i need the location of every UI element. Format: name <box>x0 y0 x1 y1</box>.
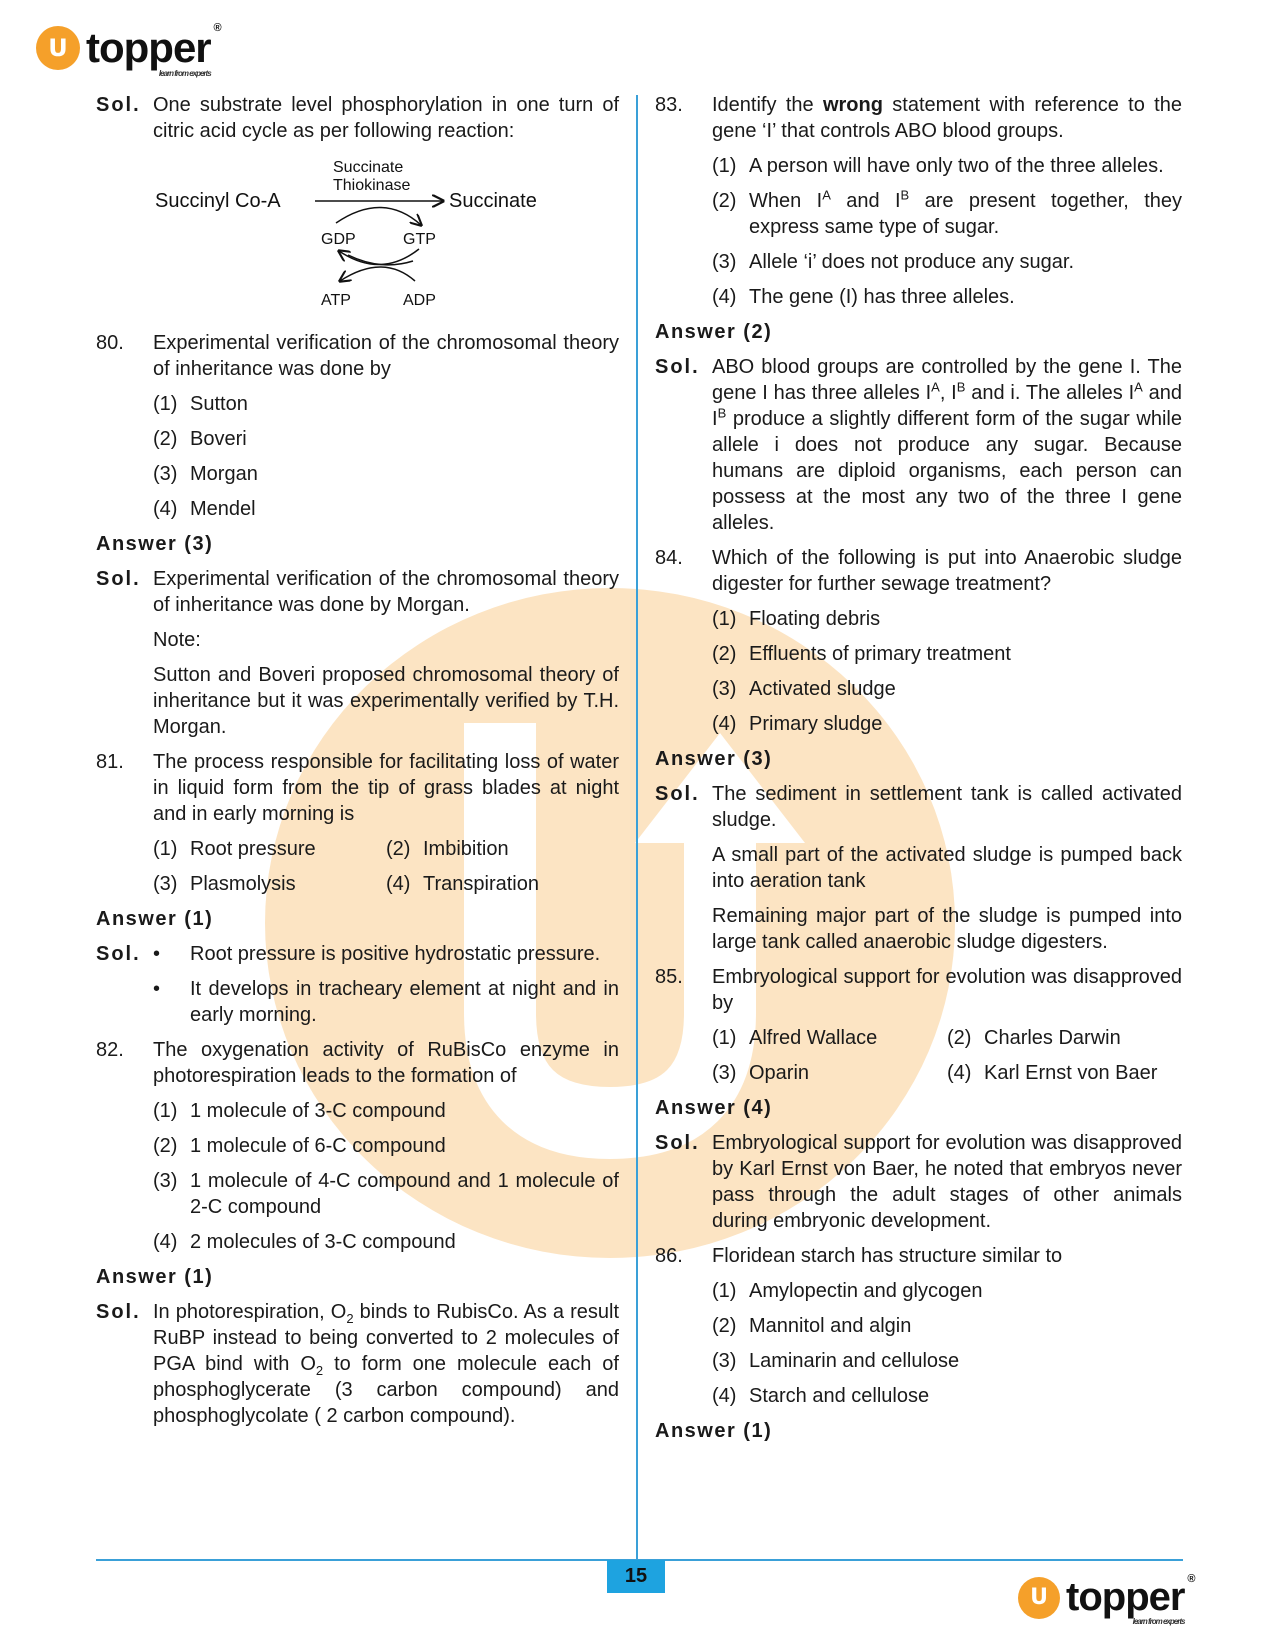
option-number: (3) <box>712 1062 737 1084</box>
option-number: (3) <box>712 251 737 273</box>
question-80 <box>96 330 619 382</box>
bullet-item <box>153 976 619 1028</box>
gdp-label: GDP <box>321 231 356 248</box>
option-number: (4) <box>153 498 178 520</box>
solution-text: Embryological support for evolution was disapproved by Karl Ernst von Baer, he noted that embryos never pass through the adult stages of other animals during embryonic development. <box>712 1132 1182 1232</box>
sol-label: Sol. <box>96 94 141 116</box>
subscript-2: 2 <box>315 1363 324 1378</box>
registered-mark: ® <box>1187 1573 1195 1585</box>
solution-text: Remaining major part of the sludge is pumped into large tank called anaerobic sludge digesters. <box>712 905 1182 953</box>
solution-text: One substrate level phosphorylation in one turn of citric acid cycle as per following reaction: <box>153 94 619 142</box>
option-1[interactable] <box>153 391 619 417</box>
option-2[interactable] <box>386 836 619 862</box>
q-part-b: statement with reference to the gene ‘I’ that controls ABO blood groups. <box>712 94 1182 142</box>
note-text: Sutton and Boveri proposed chromosomal theory of inheritance but it was experimentally verified by T.H. Morgan. <box>153 664 619 738</box>
option-2[interactable] <box>947 1025 1182 1051</box>
option-number: (4) <box>947 1062 972 1084</box>
option-3[interactable] <box>712 1060 947 1086</box>
sol-label: Sol. <box>96 943 141 965</box>
footer-logo[interactable] <box>1018 1573 1195 1626</box>
option-text: The gene (I) has three alleles. <box>749 286 1015 308</box>
adp-label: ADP <box>403 292 436 309</box>
option-text: Effluents of primary treatment <box>749 643 1011 665</box>
option-text: Transpiration <box>423 873 539 895</box>
question-text: Experimental verification of the chromosomal theory of inheritance was done by <box>153 332 619 380</box>
option-number: (4) <box>386 873 411 895</box>
option-number: (3) <box>712 678 737 700</box>
option-number: (1) <box>712 608 737 630</box>
question-text <box>712 92 1182 144</box>
option-1[interactable] <box>712 1025 947 1051</box>
option-number: (2) <box>153 428 178 450</box>
answer-81: Answer (1) <box>96 908 214 930</box>
superscript-a: A <box>931 379 940 395</box>
enzyme-name-1: Succinate <box>333 159 404 176</box>
superscript-b: B <box>717 405 727 421</box>
sol-part-d: and I <box>712 382 1182 430</box>
option-number: (2) <box>712 643 737 665</box>
product-label: Succinate <box>449 190 537 212</box>
question-text: The process responsible for facilitating loss of water in liquid form from the tip of grass blades at night and in early morning is <box>153 751 619 825</box>
question-number: 82. <box>96 1039 124 1061</box>
bullet-icon: • <box>153 978 161 1000</box>
option-text: Imbibition <box>423 838 509 860</box>
option-number: (1) <box>153 838 178 860</box>
question-84 <box>655 545 1182 597</box>
superscript-a: A <box>822 187 831 203</box>
option-number: (3) <box>153 1170 178 1192</box>
option-1[interactable] <box>712 606 1182 632</box>
option-text: 2 molecules of 3-C compound <box>190 1231 456 1253</box>
bullet-text: Root pressure is positive hydrostatic pressure. <box>190 943 601 965</box>
option-text: Root pressure <box>190 838 316 860</box>
solution-79 <box>96 92 619 144</box>
option-number: (4) <box>712 713 737 735</box>
option-4[interactable] <box>386 871 619 897</box>
question-83 <box>655 92 1182 144</box>
option-1[interactable] <box>712 1278 1182 1304</box>
option-text: Alfred Wallace <box>749 1027 878 1049</box>
option-text: Charles Darwin <box>984 1027 1121 1049</box>
reaction-diagram <box>153 153 619 320</box>
sol-part-b: , I <box>939 382 957 404</box>
option-number: (4) <box>712 286 737 308</box>
option-2[interactable] <box>712 188 1182 240</box>
page-number: 15 <box>607 1560 665 1593</box>
answer-80: Answer (3) <box>96 533 214 555</box>
opt-part-b: and I <box>830 190 901 212</box>
topper-logo-icon: U <box>36 26 80 70</box>
option-text: Plasmolysis <box>190 873 296 895</box>
gtp-label: GTP <box>403 231 436 248</box>
substrate-label: Succinyl Co-A <box>155 190 281 212</box>
option-1[interactable] <box>153 1098 619 1124</box>
option-4[interactable] <box>153 496 619 522</box>
solution-81 <box>96 941 619 1037</box>
option-2[interactable] <box>153 1133 619 1159</box>
sol-part-a: ABO blood groups are controlled by the gene I. The gene I has three alleles I <box>712 356 1182 404</box>
option-3[interactable] <box>712 249 1182 275</box>
option-text: Amylopectin and glycogen <box>749 1280 983 1302</box>
superscript-b: B <box>900 187 910 203</box>
options-row-2 <box>712 1060 1182 1086</box>
option-4[interactable] <box>712 711 1182 737</box>
option-text: Karl Ernst von Baer <box>984 1062 1158 1084</box>
enzyme-name-2: Thiokinase <box>333 177 411 194</box>
option-text: Laminarin and cellulose <box>749 1350 960 1372</box>
question-text: Which of the following is put into Anaerobic sludge digester for further sewage treatment? <box>712 547 1182 595</box>
option-4[interactable] <box>947 1060 1182 1086</box>
option-1[interactable] <box>153 836 386 862</box>
option-4[interactable] <box>712 284 1182 310</box>
solution-bullets <box>153 941 619 1037</box>
gdp-gtp-arrow <box>336 207 421 225</box>
option-3[interactable] <box>712 1348 1182 1374</box>
option-text: Starch and cellulose <box>749 1385 930 1407</box>
sol-label: Sol. <box>655 783 700 805</box>
registered-mark: ® <box>213 22 221 34</box>
option-3[interactable] <box>153 871 386 897</box>
question-number: 85. <box>655 966 683 988</box>
option-2[interactable] <box>712 1313 1182 1339</box>
brand-name: topper <box>86 24 211 71</box>
option-1[interactable] <box>712 153 1182 179</box>
option-number: (2) <box>712 190 737 212</box>
opt-part-a: When I <box>749 190 823 212</box>
logo-wordmark <box>86 22 221 78</box>
option-text: Floating debris <box>749 608 881 630</box>
question-number: 83. <box>655 94 683 116</box>
option-number: (2) <box>153 1135 178 1157</box>
right-column <box>655 92 1182 1453</box>
options-row-1 <box>153 836 619 862</box>
solution-83 <box>655 354 1182 536</box>
option-number: (4) <box>712 1385 737 1407</box>
option-text: A person will have only two of the three alleles. <box>749 155 1164 177</box>
solution-84 <box>655 781 1182 833</box>
option-text: Oparin <box>749 1062 810 1084</box>
option-text: Allele ‘i’ does not produce any sugar. <box>749 251 1075 273</box>
question-text: The oxygenation activity of RuBisCo enzyme in photorespiration leads to the formation of <box>153 1039 619 1087</box>
sol-part-c: to form one molecule each of phosphoglycerate (3 carbon compound) and phosphoglycolate ( 2 carbon compound). <box>153 1353 619 1427</box>
bullet-text: It develops in tracheary element at night and in early morning. <box>190 978 619 1026</box>
question-number: 86. <box>655 1245 683 1267</box>
subscript-2: 2 <box>346 1311 354 1326</box>
question-number: 80. <box>96 332 124 354</box>
question-text: Floridean starch has structure similar to <box>712 1245 1063 1267</box>
option-text: 1 molecule of 6-C compound <box>190 1135 446 1157</box>
q-emphasis: wrong <box>822 94 883 116</box>
question-text: Embryological support for evolution was disapproved by <box>712 966 1182 1014</box>
question-number: 84. <box>655 547 683 569</box>
solution-80 <box>96 566 619 618</box>
options-row-1 <box>712 1025 1182 1051</box>
option-number: (1) <box>712 1280 737 1302</box>
answer-82: Answer (1) <box>96 1266 214 1288</box>
option-4[interactable] <box>712 1383 1182 1409</box>
topper-logo-icon: U <box>1018 1577 1060 1619</box>
bullet-icon: • <box>153 943 161 965</box>
superscript-a: A <box>1134 379 1143 395</box>
option-3[interactable] <box>712 676 1182 702</box>
logo-wordmark <box>1066 1573 1195 1626</box>
solution-text <box>153 1299 619 1429</box>
option-number: (2) <box>947 1027 972 1049</box>
option-number: (3) <box>153 463 178 485</box>
option-text: 1 molecule of 4-C compound and 1 molecule of 2-C compound <box>190 1170 619 1218</box>
brand-tagline: learn from experts <box>1132 1617 1185 1626</box>
sol-label: Sol. <box>655 356 700 378</box>
left-column <box>96 92 619 1438</box>
sol-label: Sol. <box>96 568 141 590</box>
sol-part-e: produce a slightly different form of the sugar while allele i does not produce any sugar. Because humans are diploid organisms, each person can possess at the most any two of the three I gene alleles. <box>712 408 1182 534</box>
option-number: (2) <box>386 838 411 860</box>
answer-84: Answer (3) <box>655 748 773 770</box>
option-3[interactable] <box>153 461 619 487</box>
option-text <box>749 188 1182 240</box>
option-2[interactable] <box>153 426 619 452</box>
question-85 <box>655 964 1182 1016</box>
sol-label: Sol. <box>655 1132 700 1154</box>
sol-part-a: In photorespiration, O <box>153 1301 347 1323</box>
option-3[interactable] <box>153 1168 619 1220</box>
answer-85: Answer (4) <box>655 1097 773 1119</box>
brand-tagline: learn from experts <box>158 69 211 78</box>
option-number: (3) <box>153 873 178 895</box>
option-number: (1) <box>712 1027 737 1049</box>
superscript-b: B <box>956 379 966 395</box>
option-text: 1 molecule of 3-C compound <box>190 1100 446 1122</box>
option-text: Mendel <box>190 498 256 520</box>
header-logo[interactable] <box>36 22 221 78</box>
option-number: (2) <box>712 1315 737 1337</box>
solution-text: A small part of the activated sludge is pumped back into aeration tank <box>712 844 1182 892</box>
column-divider <box>636 95 638 1575</box>
option-2[interactable] <box>712 641 1182 667</box>
sol-part-c: and i. The alleles I <box>965 382 1135 404</box>
solution-text: The sediment in settlement tank is called activated sludge. <box>712 783 1182 831</box>
bullet-item <box>153 941 619 967</box>
atp-label: ATP <box>321 292 351 309</box>
solution-85 <box>655 1130 1182 1234</box>
option-text: Primary sludge <box>749 713 883 735</box>
option-number: (1) <box>712 155 737 177</box>
brand-name: topper <box>1066 1575 1185 1619</box>
option-text: Morgan <box>190 463 258 485</box>
options-row-2 <box>153 871 619 897</box>
option-text: Mannitol and algin <box>749 1315 912 1337</box>
option-text: Boveri <box>190 428 247 450</box>
sol-part-b: binds to RubisCo. As a result RuBP instead to being converted to 2 molecules of PGA bind with O <box>153 1301 619 1375</box>
question-86 <box>655 1243 1182 1269</box>
answer-86: Answer (1) <box>655 1420 773 1442</box>
solution-82 <box>96 1299 619 1429</box>
opt-part-c: are present together, they express same type of sugar. <box>749 190 1182 238</box>
option-number: (3) <box>712 1350 737 1372</box>
option-text: Sutton <box>190 393 248 415</box>
option-number: (1) <box>153 1100 178 1122</box>
option-4[interactable] <box>153 1229 619 1255</box>
solution-text <box>712 354 1182 536</box>
q-part-a: Identify the <box>712 94 823 116</box>
option-number: (4) <box>153 1231 178 1253</box>
answer-83: Answer (2) <box>655 321 773 343</box>
question-81 <box>96 749 619 827</box>
option-number: (1) <box>153 393 178 415</box>
sol-label: Sol. <box>96 1301 141 1323</box>
question-number: 81. <box>96 751 124 773</box>
solution-text: Experimental verification of the chromosomal theory of inheritance was done by Morgan. <box>153 568 619 616</box>
option-text: Activated sludge <box>749 678 896 700</box>
note-label: Note: <box>153 629 201 651</box>
question-82 <box>96 1037 619 1089</box>
